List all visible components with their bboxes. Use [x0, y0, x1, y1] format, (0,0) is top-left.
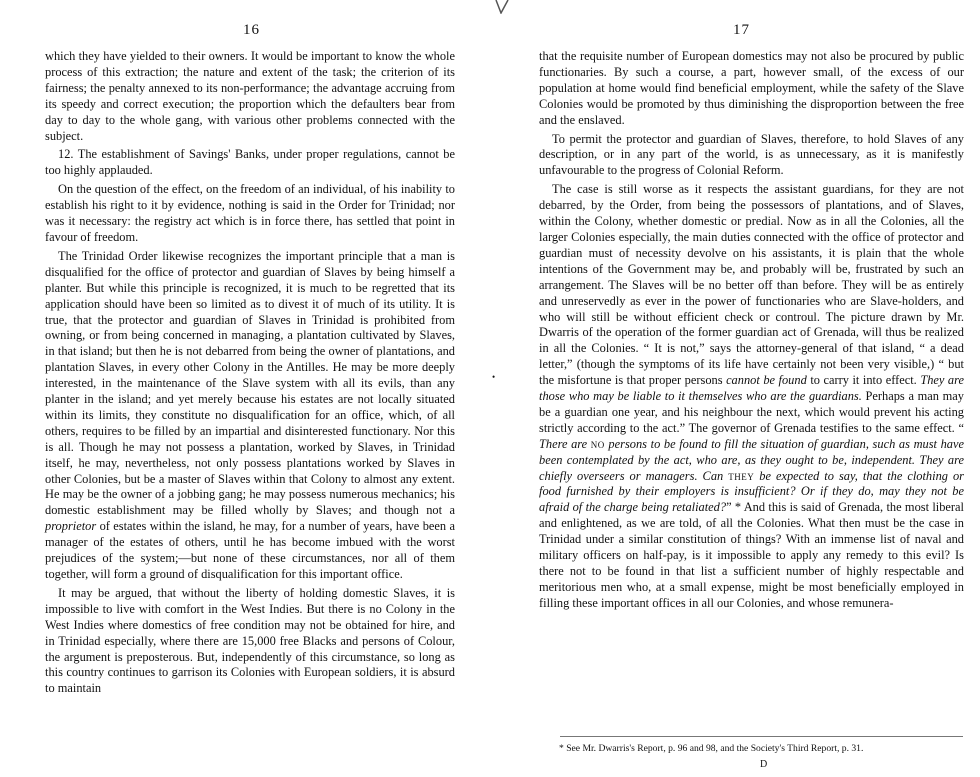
small-caps-text: they — [728, 468, 755, 483]
page-number-right: 17 — [733, 22, 750, 38]
italic-text: There are — [539, 436, 591, 451]
paragraph: which they have yielded to their owners. It would be important to know the whole process of this extraction; the nature and extent of the task; the criterion of its fairness; the penalty annexed to its non-performance; the advantage accruing from its speedy and correct execution; the proportion which the defaulters bear from day to day to the whole gang, with various other problems connected with the subject. — [45, 49, 455, 143]
footnote: * See Mr. Dwarris's Report, p. 96 and 98, and the Society's Third Report, p. 31. — [559, 743, 864, 754]
pencil-mark-icon — [492, 0, 512, 14]
left-page-text — [45, 49, 455, 697]
italic-text: cannot be found — [726, 373, 807, 388]
italic-text: They are those who may be liable to it themselves who are the guardians. — [539, 373, 964, 404]
small-caps-text: no — [590, 436, 605, 451]
italic-text: persons to be found to fill the situation of guardian, such as must have been contemplated by the act, who are, as they ought to be, independent. They are chiefly overseers or managers. Can — [539, 436, 965, 483]
footnote-rule — [560, 736, 963, 737]
paragraph: To permit the protector and guardian of Slaves, therefore, to hold Slaves of any description, or in any part of the world, is as unnecessary, as it is manifestly unfavourable to the progress of Colonial Reform. — [539, 131, 964, 178]
italic-text: proprietor — [45, 519, 97, 534]
right-page-text — [539, 49, 964, 612]
paragraph: The case is still worse as it respects the assistant guardians, for they are not debarred, by the Order, from being the possessors of plantations, and of Slaves, within the Colony, whether domestic or predial. Now as in all the Colonies, all the larger Colonies especially, the main duties connected with the office of protector and guardian must of necessity devolve on his assistants, it is plain that the whole intentions of the Government may be, and probably will be, frustrated by such an arrangement. The Slaves will be no better off than before. They will be as entirely and unreservedly as ever in the power of functionaries who are Slave-holders, and who will still be without efficient check or controul. The picture drawn by Mr. Dwarris of the operation of the former guardian act of Grenada, will thus be realized in all the Colonies. “ It is not,” says the attorney-general of that island, “ a dead letter,” (though the symptoms of its life have certainly not been very visible,) “ but the misfortune is that proper persons cannot be found to carry it into effect. They are those who may be liable to it themselves who are the guardians. Perhaps a man may be a guardian one year, and his neighbour the next, which would prevent his acting strictly according to the act.” The governor of Grenada testifies to the same effect. “ There are no persons to be found to fill the situation of guardian, such as must have been contemplated by the act, who are, as they ought to be, independent. They are chiefly overseers or managers. Can they be expected to say, that the clothing or food furnished by their employers is insufficient? Or if they do, may they not be afraid of the charge being retaliated?” * And this is said of Grenada, the most liberal and enlightened, as we are told, of all the Colonies. What then must be the case in Trinidad under a similar constitution of things? With an immense list of naval and military officers on half-pay, is it impossible to apply any remedy to this evil? Is there not to be found in that list a sufficient number of highly respectable and meritorious men who, at a small expense, might be most beneficially employed in filling these important offices in all our Colonies, and whose remunera- — [539, 182, 965, 610]
page-number-left: 16 — [243, 22, 260, 38]
paragraph: On the question of the effect, on the freedom of an individual, of his inability to establish his right to it by evidence, nothing is said in the Order for Trinidad; nor was it necessary: the registry act which is in force there, has settled that point in favour of freedom. — [45, 182, 455, 244]
paragraph: that the requisite number of European domestics may not also be procured by public functionaries. By such a course, a part, however small, of the excess of our population at home would find beneficial employment, while the safety of the Slave Colonies would be promoted by thus diminishing the disproportion between the free and the enslaved. — [539, 49, 964, 127]
paragraph: 12. The establishment of Savings' Banks, under proper regulations, cannot be too highly applauded. — [45, 147, 455, 178]
italic-text: be expected to say, that the clothing or food furnished by their employers is insufficient? Or if they do, may they not be afraid of the charge being retaliated? — [539, 468, 964, 515]
paragraph: It may be argued, that without the liberty of holding domestic Slaves, it is impossible to live with comfort in the West Indies. But there is no Colony in the West Indies where domestics of free condition may not be obtained for hire, and in Trinidad especially, where there are 15,000 free Blacks and persons of Colour, the argument is preposterous. But, independently of this circumstance, so long as this country continues to garrison its Colonies with European soldiers, it is absurd to maintain — [45, 585, 455, 696]
paragraph: The Trinidad Order likewise recognizes the important principle that a man is disqualified for the office of protector and guardian of Slaves by being himself a planter. But while this principle is recognized, it is much to be regretted that its application should have been so limited as to divest it of much of its utility. It is true, that the protector and guardian of Slaves in Trinidad is prohibited from owning, or from being concerned in managing, a plantation cultivated by Slaves, in that island; but then he is not debarred from being the owner of plantations, and plantation Slaves, in every other Colony in the Antilles. He may be more deeply interested, in the maintenance of the Slave system with all its evils, than any planter in the island; and yet merely because his estates are not locally situated within its limits, they constitute no disqualification for an office, which, of all others, requires to be filled by an impartial and disinterested functionary. Nor this is all. Though he may not possess a plantation, worked by Slaves, in Trinidad itself, he may, nevertheless, not only possess plantations worked by Slaves in other Colonies, but be a master of Slaves within that Colony to almost any extent. He may be the owner of a jobbing gang; he may possess numerous mechanics; his domestic establishment may be filled wholly by Slaves; and though not a proprietor of estates within the island, he may, for a number of years, have been a manager of the estates of others, until he has become imbued with the worst prejudices of the system;—but none of these circumstances, nor all of them together, will form a ground of disqualification for this important office. — [45, 248, 455, 581]
gutter-mark-icon: • — [492, 372, 496, 382]
signature-mark: D — [760, 759, 768, 770]
